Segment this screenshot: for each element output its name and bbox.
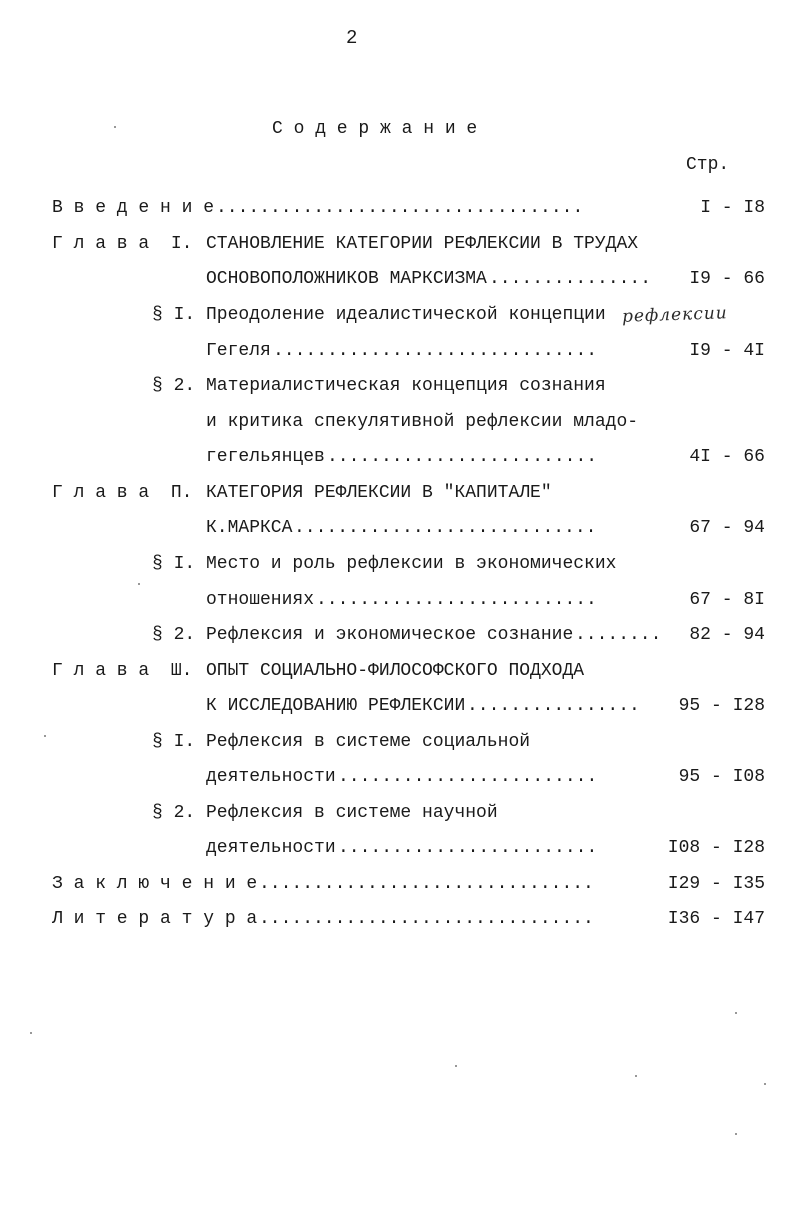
toc-leader-dots: .......................... [316,590,597,610]
scan-speck [764,1083,766,1085]
toc-title: С о д е р ж а н и е [272,119,478,139]
toc-entry-label: Г л а в а П. [52,483,193,503]
toc-entry-title: отношениях [206,590,315,610]
toc-entry-label: В в е д е н и е [52,198,215,218]
toc-entry-title: ОПЫТ СОЦИАЛЬНО-ФИЛОСОФСКОГО ПОДХОДА [206,661,585,681]
toc-entry-pages: I08 - I28 [667,838,765,858]
scan-speck [44,735,46,737]
toc-entry-title: К.МАРКСА [206,518,293,538]
scan-speck [735,1012,737,1014]
scan-speck [735,1133,737,1135]
toc-leader-dots: ............................ [294,518,597,538]
handwritten-annotation: рефлексии [621,303,729,327]
toc-leader-dots: ............................... [259,874,594,894]
toc-entry-title: Место и роль рефлексии в экономических [206,554,617,574]
toc-entry-label: § I. [152,554,196,574]
toc-entry-title: ОСНОВОПОЛОЖНИКОВ МАРКСИЗМА [206,269,487,289]
toc-entry-label: Г л а в а Ш. [52,661,193,681]
toc-entry-pages: I29 - I35 [667,874,765,894]
toc-entry-label: § I. [152,305,196,325]
toc-entry-title: Преодоление идеалистической концепции [206,305,606,325]
toc-leader-dots: ........ [575,625,662,645]
toc-entry-pages: 82 - 94 [689,625,765,645]
toc-entry-title: Рефлексия в системе научной [206,803,498,823]
toc-entry-pages: 67 - 8I [689,590,765,610]
toc-entry-title: СТАНОВЛЕНИЕ КАТЕГОРИИ РЕФЛЕКСИИ В ТРУДАХ [206,234,639,254]
toc-entry-pages: 4I - 66 [689,447,765,467]
toc-entry-title: деятельности [206,838,336,858]
toc-leader-dots: .................................. [216,198,584,218]
toc-entry-pages: I - I8 [700,198,765,218]
toc-entry-label: § I. [152,732,196,752]
toc-entry-pages: 95 - I08 [678,767,765,787]
toc-entry-title: деятельности [206,767,336,787]
scan-speck [455,1065,457,1067]
toc-entry-title: Рефлексия в системе социальной [206,732,531,752]
page-number: 2 [346,27,358,49]
scan-speck [114,126,116,128]
toc-entry-pages: 95 - I28 [678,696,765,716]
pages-column-header: Стр. [686,155,730,175]
scan-speck [30,1032,32,1034]
toc-entry-title: К ИССЛЕДОВАНИЮ РЕФЛЕКСИИ [206,696,466,716]
toc-entry-pages: I9 - 66 [689,269,765,289]
toc-leader-dots: ............................... [259,909,594,929]
toc-entry-title: гегельянцев [206,447,325,467]
toc-leader-dots: ........................ [338,838,598,858]
toc-entry-pages: 67 - 94 [689,518,765,538]
toc-leader-dots: ............... [489,269,652,289]
toc-entry-title: Рефлексия и экономическое сознание [206,625,574,645]
toc-entry-title: Гегеля [206,341,271,361]
toc-leader-dots: ................ [467,696,640,716]
toc-entry-label: Л и т е р а т у р а [52,909,258,929]
toc-leader-dots: ......................... [327,447,598,467]
toc-entry-label: § 2. [152,376,196,396]
toc-leader-dots: .............................. [273,341,598,361]
toc-entry-title: и критика спекулятивной рефлексии младо- [206,412,639,432]
scan-speck [635,1075,637,1077]
scan-speck [138,583,140,585]
toc-entry-title: Материалистическая концепция сознания [206,376,606,396]
toc-entry-title: КАТЕГОРИЯ РЕФЛЕКСИИ В "КАПИТАЛЕ" [206,483,552,503]
toc-entry-label: § 2. [152,803,196,823]
toc-entry-pages: I9 - 4I [689,341,765,361]
toc-entry-label: З а к л ю ч е н и е [52,874,258,894]
toc-leader-dots: ........................ [338,767,598,787]
toc-entry-label: § 2. [152,625,196,645]
toc-entry-label: Г л а в а I. [52,234,193,254]
toc-entry-pages: I36 - I47 [667,909,765,929]
